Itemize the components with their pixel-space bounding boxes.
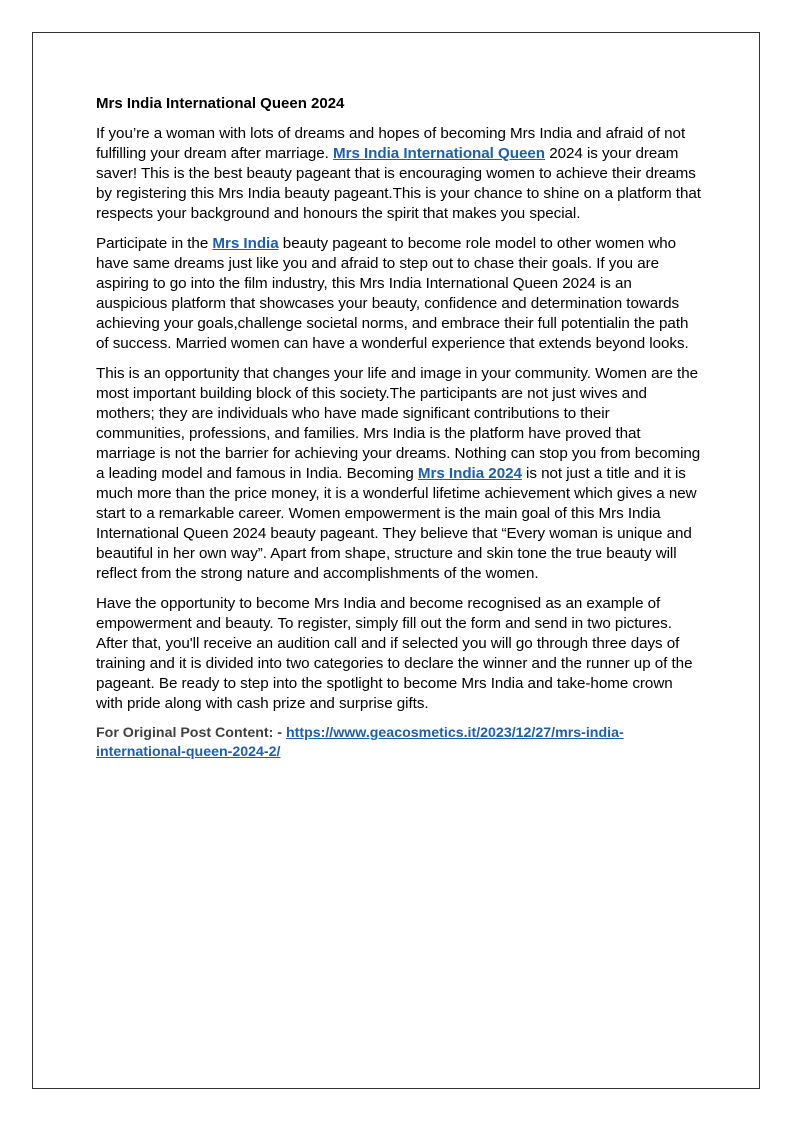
paragraph-1-text-b: 2024 is your dream saver! This is the best beauty pageant that is encouraging women to achieve their dreams by registering this Mrs India beauty pageant.This is your chance to shine on a platform that respects your background and honours the spirit that makes you special. <box>96 145 701 222</box>
source-link[interactable]: https://www.geacosmetics.it/2023/12/27/mrs-india-international-queen-2024-2/ <box>96 725 624 760</box>
document-title: Mrs India International Queen 2024 <box>96 95 345 112</box>
link-mrs-india[interactable]: Mrs India <box>212 235 279 252</box>
paragraph-2-text-b: beauty pageant to become role model to other women who have same dreams just like you and afraid to step out to chase their goals. If you are aspiring to go into the film industry, this Mrs India International Queen 2024 is an auspicious platform that showcases your beauty, confidence and determination towards achieving your goals,challenge societal norms, and embrace their full potentialin the path of success. Married women can have a wonderful experience that extends beyond looks. <box>96 235 689 352</box>
paragraph-3 <box>96 364 702 584</box>
paragraph-2 <box>96 234 702 354</box>
paragraph-1-text-a: If you’re a woman with lots of dreams and hopes of becoming Mrs India and afraid of not fulfilling your dream after marriage. <box>96 125 686 162</box>
paragraph-3-text-a: This is an opportunity that changes your life and image in your community. Women are the most important building block of this society.The participants are not just wives and mothers; they are individuals who have made significant contributions to their communities, professions, and families. Mrs India is the platform have proved that marriage is not the barrier for achieving your dreams. Nothing can stop you from becoming a leading model and famous in India. Becoming <box>96 365 701 482</box>
source-label: For Original Post Content: - <box>96 725 286 741</box>
paragraph-3-text-b: is not just a title and it is much more than the price money, it is a wonderful lifetime achievement which gives a new start to a remarkable career. Women empowerment is the main goal of this Mrs India International Queen 2024 beauty pageant. They believe that “Every woman is unique and beautiful in her own way”. Apart from shape, structure and skin tone the true beauty will reflect from the strong nature and accomplishments of the women. <box>96 465 697 582</box>
paragraph-1 <box>96 124 702 224</box>
source-line <box>96 724 702 762</box>
link-mrs-india-international-queen[interactable]: Mrs India International Queen <box>332 145 546 162</box>
link-mrs-india-2024[interactable]: Mrs India 2024 <box>417 465 522 482</box>
paragraph-2-text-a: Participate in the <box>96 235 213 252</box>
paragraph-4: Have the opportunity to become Mrs India and become recognised as an example of empowerment and beauty. To register, simply fill out the form and send in two pictures. After that, you'll receive an audition call and if selected you will go through three days of training and it is divided into two categories to declare the winner and the runner up of the pageant. Be ready to step into the spotlight to become Mrs India and take-home crown with pride along with cash prize and surprise gifts. <box>96 595 693 712</box>
document-body <box>96 94 702 762</box>
